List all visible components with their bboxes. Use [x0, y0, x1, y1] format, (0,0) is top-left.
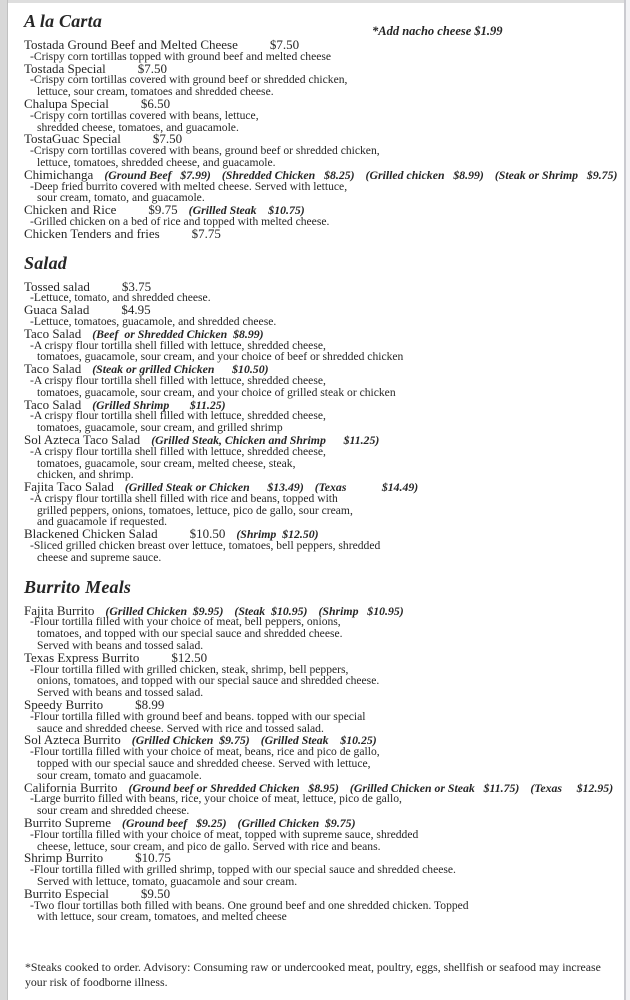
item-name: Blackened Chicken Salad: [24, 526, 158, 542]
menu-body: [24, 10, 618, 924]
item-description-line: Served with beans and tossed salad.: [37, 639, 204, 653]
item-description-line: -Flour tortilla filled with ground beef and beans. topped with our special: [30, 709, 366, 723]
item-name: Tostada Ground Beef and Melted Cheese: [24, 37, 238, 52]
item-description-line: -Flour tortilla filled with your choice of meat, beans, rice and pico de gallo,: [30, 745, 380, 759]
item-description-line: -Flour tortilla filled with grilled shrimp, topped with our special sauce and shredded cheese.: [30, 863, 456, 877]
item-variant: (Grilled Chicken or Steak $11.75): [349, 780, 520, 795]
item-name: Taco Salad: [24, 361, 82, 377]
menu-item: [24, 481, 606, 528]
item-description-line: with lettuce, sour cream, tomatoes, and melted cheese: [37, 910, 287, 924]
item-price: $10.50: [189, 526, 226, 542]
menu-section: [24, 576, 614, 924]
item-variant: (Grilled Chicken $9.75): [237, 816, 356, 831]
menu-item: [24, 39, 606, 63]
item-name: Burrito Supreme: [24, 815, 112, 831]
item-variant: (Shrimp $10.95): [318, 603, 404, 618]
item-name: Tostada Special: [24, 60, 106, 76]
item-description-line: -Flour tortilla filled with grilled chicken, steak, shrimp, bell peppers,: [30, 662, 349, 676]
page-top-edge: [8, 0, 630, 3]
item-description-line: tomatoes, and topped with our special sauce and shredded cheese.: [37, 627, 343, 641]
item-description-line: Served with lettuce, tomato, guacamole and sour cream.: [37, 875, 298, 888]
item-description-line: and guacamole if requested.: [37, 515, 168, 529]
item-description-line: -Two flour tortillas both filled with beans. One ground beef and one shredded chicken. Topped: [30, 898, 469, 912]
menu-item: [24, 528, 606, 563]
item-description-line: sour cream and shredded cheese.: [37, 804, 190, 818]
item-description-line: -Crispy corn tortillas covered with beans, lettuce,: [30, 108, 259, 122]
item-description-line: -Crispy corn tortillas topped with ground beef and melted cheese: [30, 49, 332, 63]
item-variant: (Grilled Steak $10.25): [260, 733, 377, 748]
item-name: Taco Salad: [24, 396, 82, 412]
item-variant: (Grilled chicken $8.99): [365, 167, 484, 182]
menu-item: [24, 852, 606, 887]
item-name: Texas Express Burrito: [24, 649, 140, 665]
item-variant: (Steak or grilled Chicken $10.50): [92, 362, 269, 377]
item-name: Sol Azteca Burrito: [24, 732, 121, 748]
item-price: $10.75: [135, 850, 171, 866]
item-name: Shrimp Burrito: [24, 850, 104, 866]
item-description-line: -Lettuce, tomato, and shredded cheese.: [30, 291, 211, 305]
item-description-line: cheese, lettuce, sour cream, and pico de gallo. Served with rice and beans.: [37, 839, 381, 853]
item-name: Tossed salad: [24, 278, 90, 294]
item-variant: (Texas $12.95): [530, 780, 614, 795]
item-description-line: -Deep fried burrito covered with melted cheese. Served with lettuce,: [30, 179, 348, 193]
page-right-edge: [624, 0, 626, 1000]
menu-section: [24, 10, 618, 241]
item-name: Chalupa Special: [24, 95, 109, 111]
menu-item: [24, 166, 618, 205]
item-name: Chicken and Rice: [24, 202, 117, 218]
add-nacho-cheese-note: *Add nacho cheese $1.99: [372, 24, 503, 38]
menu-item: [24, 885, 606, 924]
menu-item: [24, 304, 606, 328]
menu-item: [24, 734, 606, 781]
item-name: Chimichanga: [24, 166, 94, 182]
menu-item: [24, 817, 606, 852]
item-variant: (Ground beef $9.25): [122, 816, 227, 831]
item-variant: (Steak or Shrimp $9.75): [494, 167, 618, 182]
item-name: Burrito Especial: [24, 885, 109, 901]
menu-item: [24, 699, 606, 734]
item-description-line: sour cream, tomato, and guacamole.: [37, 191, 205, 205]
item-description-line: onions, tomatoes, and topped with our special sauce and shredded cheese.: [37, 674, 380, 688]
menu-item: [24, 779, 614, 818]
item-description-line: -A crispy flour tortilla shell filled with lettuce, shredded cheese,: [30, 409, 326, 423]
item-description-line: -Grilled chicken on a bed of rice and topped with melted cheese.: [30, 214, 330, 228]
page-right-margin: [626, 0, 630, 1000]
item-description-line: -Flour tortilla filled with your choice of meat, bell peppers, onions,: [30, 615, 341, 629]
item-description-line: shredded cheese, tomatoes, and guacamole.: [37, 120, 239, 134]
item-line: [24, 431, 606, 447]
item-price: $8.99: [135, 697, 165, 713]
item-name: Taco Salad: [24, 325, 82, 341]
item-description-line: -Lettuce, tomatoes, guacamole, and shredded cheese.: [30, 314, 277, 328]
item-price: $3.75: [121, 278, 152, 294]
menu-item: [24, 602, 606, 653]
item-variant: (Texas $14.49): [314, 480, 419, 495]
menu-item: [24, 278, 606, 305]
item-description-line: -Large burrito filled with beans, rice, your choice of meat, lettuce, pico de gallo,: [30, 792, 402, 806]
item-name: Guaca Salad: [24, 302, 90, 318]
item-description-line: grilled peppers, onions, tomatoes, lettuce, pico de gallo, sour cream,: [37, 503, 353, 517]
item-price: $6.50: [140, 95, 171, 111]
item-name: Fajita Burrito: [24, 602, 95, 618]
item-description-line: -Flour tortilla filled with your choice of meat, topped with supreme sauce, shredded: [30, 827, 419, 841]
item-description-line: -A crispy flour tortilla shell filled with lettuce, shredded cheese,: [30, 444, 326, 458]
item-description-line: -Crispy corn tortillas covered with ground beef or shredded chicken,: [30, 73, 348, 87]
item-description-line: -Crispy corn tortillas covered with beans, ground beef or shredded chicken,: [30, 144, 380, 158]
menu-item: [24, 204, 606, 228]
item-price: $7.75: [191, 225, 221, 241]
item-description-line: -A crispy flour tortilla shell filled with lettuce, shredded cheese,: [30, 338, 326, 352]
menu-item: [24, 649, 606, 700]
menu-item: [24, 95, 606, 134]
item-description-line: -A crispy flour tortilla shell filled with lettuce, shredded cheese,: [30, 373, 326, 387]
item-line: [24, 95, 606, 111]
item-description-line: tomatoes, guacamole, sour cream, melted cheese, steak,: [37, 456, 296, 470]
advisory-footer: *Steaks cooked to order. Advisory: Consuming raw or undercooked meat, poultry, eggs, shellfish or seafood may increase your risk of foodborne illness.: [25, 960, 601, 989]
item-description-line: sauce and shredded cheese. Served with rice and tossed salad.: [37, 721, 324, 735]
item-line: [24, 225, 606, 241]
section-title: A la Carta: [24, 11, 103, 31]
item-price: $12.50: [171, 649, 208, 665]
item-line: [24, 885, 606, 901]
item-price: $7.50: [269, 37, 300, 52]
menu-item: [24, 325, 606, 364]
item-price: $9.50: [140, 885, 171, 901]
item-name: Fajita Taco Salad: [24, 479, 114, 495]
page-left-edge: [0, 0, 8, 1000]
item-variant: (Ground beef or Shredded Chicken $8.95): [128, 780, 339, 795]
item-variant: (Shrimp $12.50): [236, 527, 319, 542]
item-price: $4.95: [121, 302, 151, 318]
item-description-line: tomatoes, guacamole, sour cream, and your choice of grilled steak or chicken: [37, 385, 396, 399]
item-name: Chicken Tenders and fries: [24, 225, 160, 241]
item-variant: (Shredded Chicken $8.25): [221, 167, 355, 182]
item-description-line: tomatoes, guacamole, sour cream, and your choice of beef or shredded chicken: [37, 350, 404, 364]
item-price: $9.75: [148, 202, 178, 218]
item-line: [24, 649, 606, 665]
item-variant: (Grilled Steak, Chicken and Shrimp $11.25): [151, 432, 380, 447]
item-variant: (Grilled Chicken $9.95): [105, 603, 224, 618]
section-title: Salad: [24, 252, 68, 273]
menu-item: [24, 396, 606, 435]
menu-item: [24, 133, 606, 168]
item-name: Sol Azteca Taco Salad: [24, 431, 141, 447]
item-price: $7.50: [137, 60, 168, 76]
item-description-line: -Sliced grilled chicken breast over lettuce, tomatoes, bell peppers, shredded: [30, 539, 381, 553]
menu-section: [24, 252, 606, 564]
item-line: [24, 325, 606, 341]
item-description-line: topped with our special sauce and shredded cheese. Served with lettuce,: [37, 757, 371, 771]
item-description-line: tomatoes, guacamole, sour cream, and grilled shrimp: [37, 421, 283, 435]
menu-item: [24, 363, 606, 398]
item-variant: (Steak $10.95): [234, 603, 308, 618]
item-description-line: sour cream, tomato and guacamole.: [37, 768, 202, 782]
item-name: TostaGuac Special: [24, 131, 121, 147]
item-description-line: -A crispy flour tortilla shell filled with rice and beans, topped with: [30, 491, 338, 505]
menu-item: [24, 431, 606, 482]
item-variant: (Grilled Steak $10.75): [188, 203, 305, 218]
item-description-line: chicken, and shrimp.: [37, 468, 134, 482]
item-description-line: lettuce, sour cream, tomatoes and shredded cheese.: [37, 85, 274, 99]
item-price: $7.50: [152, 131, 183, 147]
section-title: Burrito Meals: [24, 576, 132, 597]
item-variant: (Grilled Steak or Chicken $13.49): [124, 480, 304, 495]
item-name: Speedy Burrito: [24, 697, 104, 713]
item-description-line: Served with beans and tossed salad.: [37, 686, 204, 700]
menu-item: [24, 225, 606, 241]
menu-item: [24, 60, 606, 99]
item-variant: (Grilled Chicken $9.75): [131, 733, 250, 748]
item-variant: (Ground Beef $7.99): [104, 167, 211, 182]
item-description-line: lettuce, tomatoes, shredded cheese, and guacamole.: [37, 155, 276, 169]
item-variant: (Beef or Shredded Chicken $8.99): [92, 326, 264, 341]
item-variant: (Grilled Shrimp $11.25): [92, 397, 226, 412]
item-name: California Burrito: [24, 779, 118, 795]
item-description-line: cheese and supreme sauce.: [37, 550, 162, 564]
item-line: [24, 166, 618, 182]
